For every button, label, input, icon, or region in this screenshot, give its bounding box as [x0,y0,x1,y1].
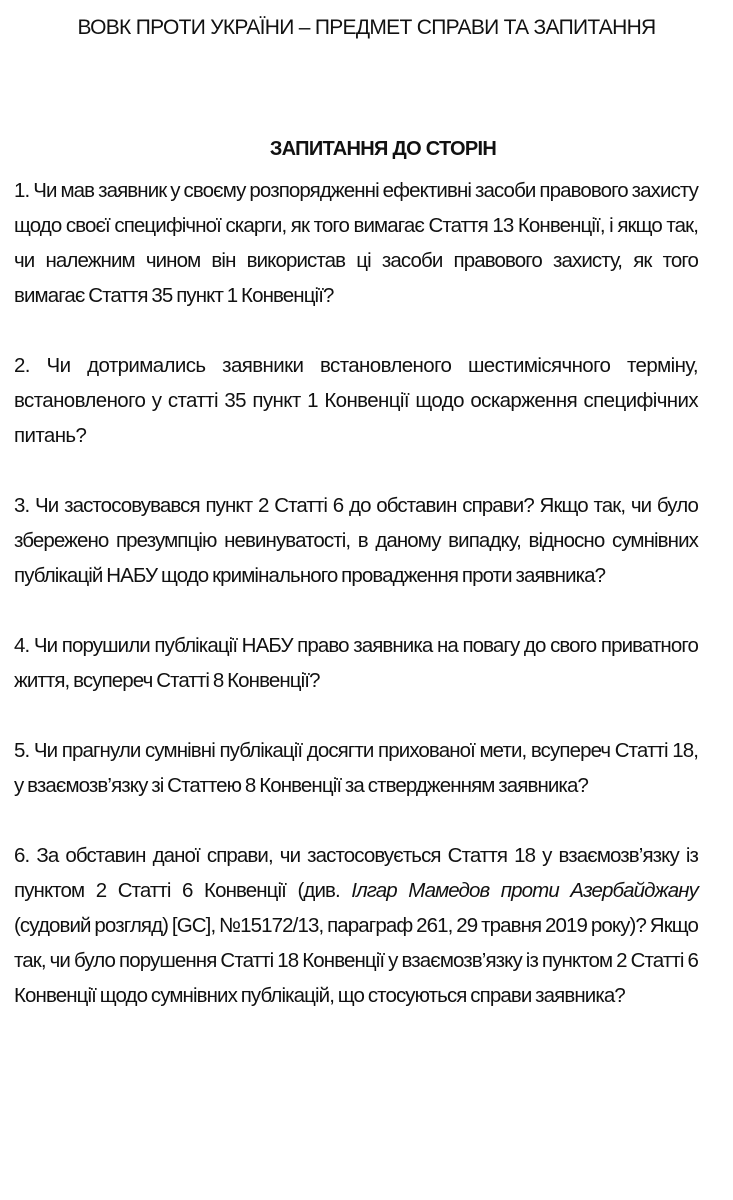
question-1: 1. Чи мав заявник у своєму розпорядженні ефективні засоби правового захисту щодо своєї специфічної скарги, як того вимагає Стаття 13 Конвенції, і якщо так, чи належним чином він використав ці засоби правового захисту, як того вимагає Стаття 35 пункт 1 Конвенції? [14,179,698,307]
question-3: 3. Чи застосовувався пункт 2 Статті 6 до обставин справи? Якщо так, чи було збережено презумпцію невинуватості, в даному випадку, відносно сумнівних публікацій НАБУ щодо кримінального провадження проти заявника? [14,494,698,587]
question-6-text-start: 6. За обставин даної справи, чи застосовується Стаття 18 у взаємозв’язку із пунктом 2 Статті 6 Конвенції (див. [14,844,698,902]
question-6 [14,838,698,1013]
case-citation: Ілгар Мамедов проти Азербайджану [351,879,698,902]
question-4: 4. Чи порушили публікації НАБУ право заявника на повагу до свого приватного життя, всупереч Статті 8 Конвенції? [14,634,698,692]
question-5: 5. Чи прагнули сумнівні публікації досягти прихованої мети, всупереч Статті 18, у взаємозв’язку зі Статтею 8 Конвенції за ствердженням заявника? [14,739,698,797]
questions-list [14,173,698,1048]
document-title: ВОВК ПРОТИ УКРАЇНИ – ПРЕДМЕТ СПРАВИ ТА ЗАПИТАННЯ [77,16,656,39]
question-2: 2. Чи дотримались заявники встановленого шестимісячного терміну, встановленого у статті 35 пункт 1 Конвенції щодо оскарження специфічних питань? [14,354,698,447]
question-6-text-end: (судовий розгляд) [GC], №15172/13, параграф 261, 29 травня 2019 року)? Якщо так, чи було порушення Статті 18 Конвенції у взаємозв’язку із пунктом 2 Статті 6 Конвенції щодо сумнівних публікацій, що стосуються справи заявника? [14,914,698,1007]
section-heading: ЗАПИТАННЯ ДО СТОРІН [269,138,497,160]
